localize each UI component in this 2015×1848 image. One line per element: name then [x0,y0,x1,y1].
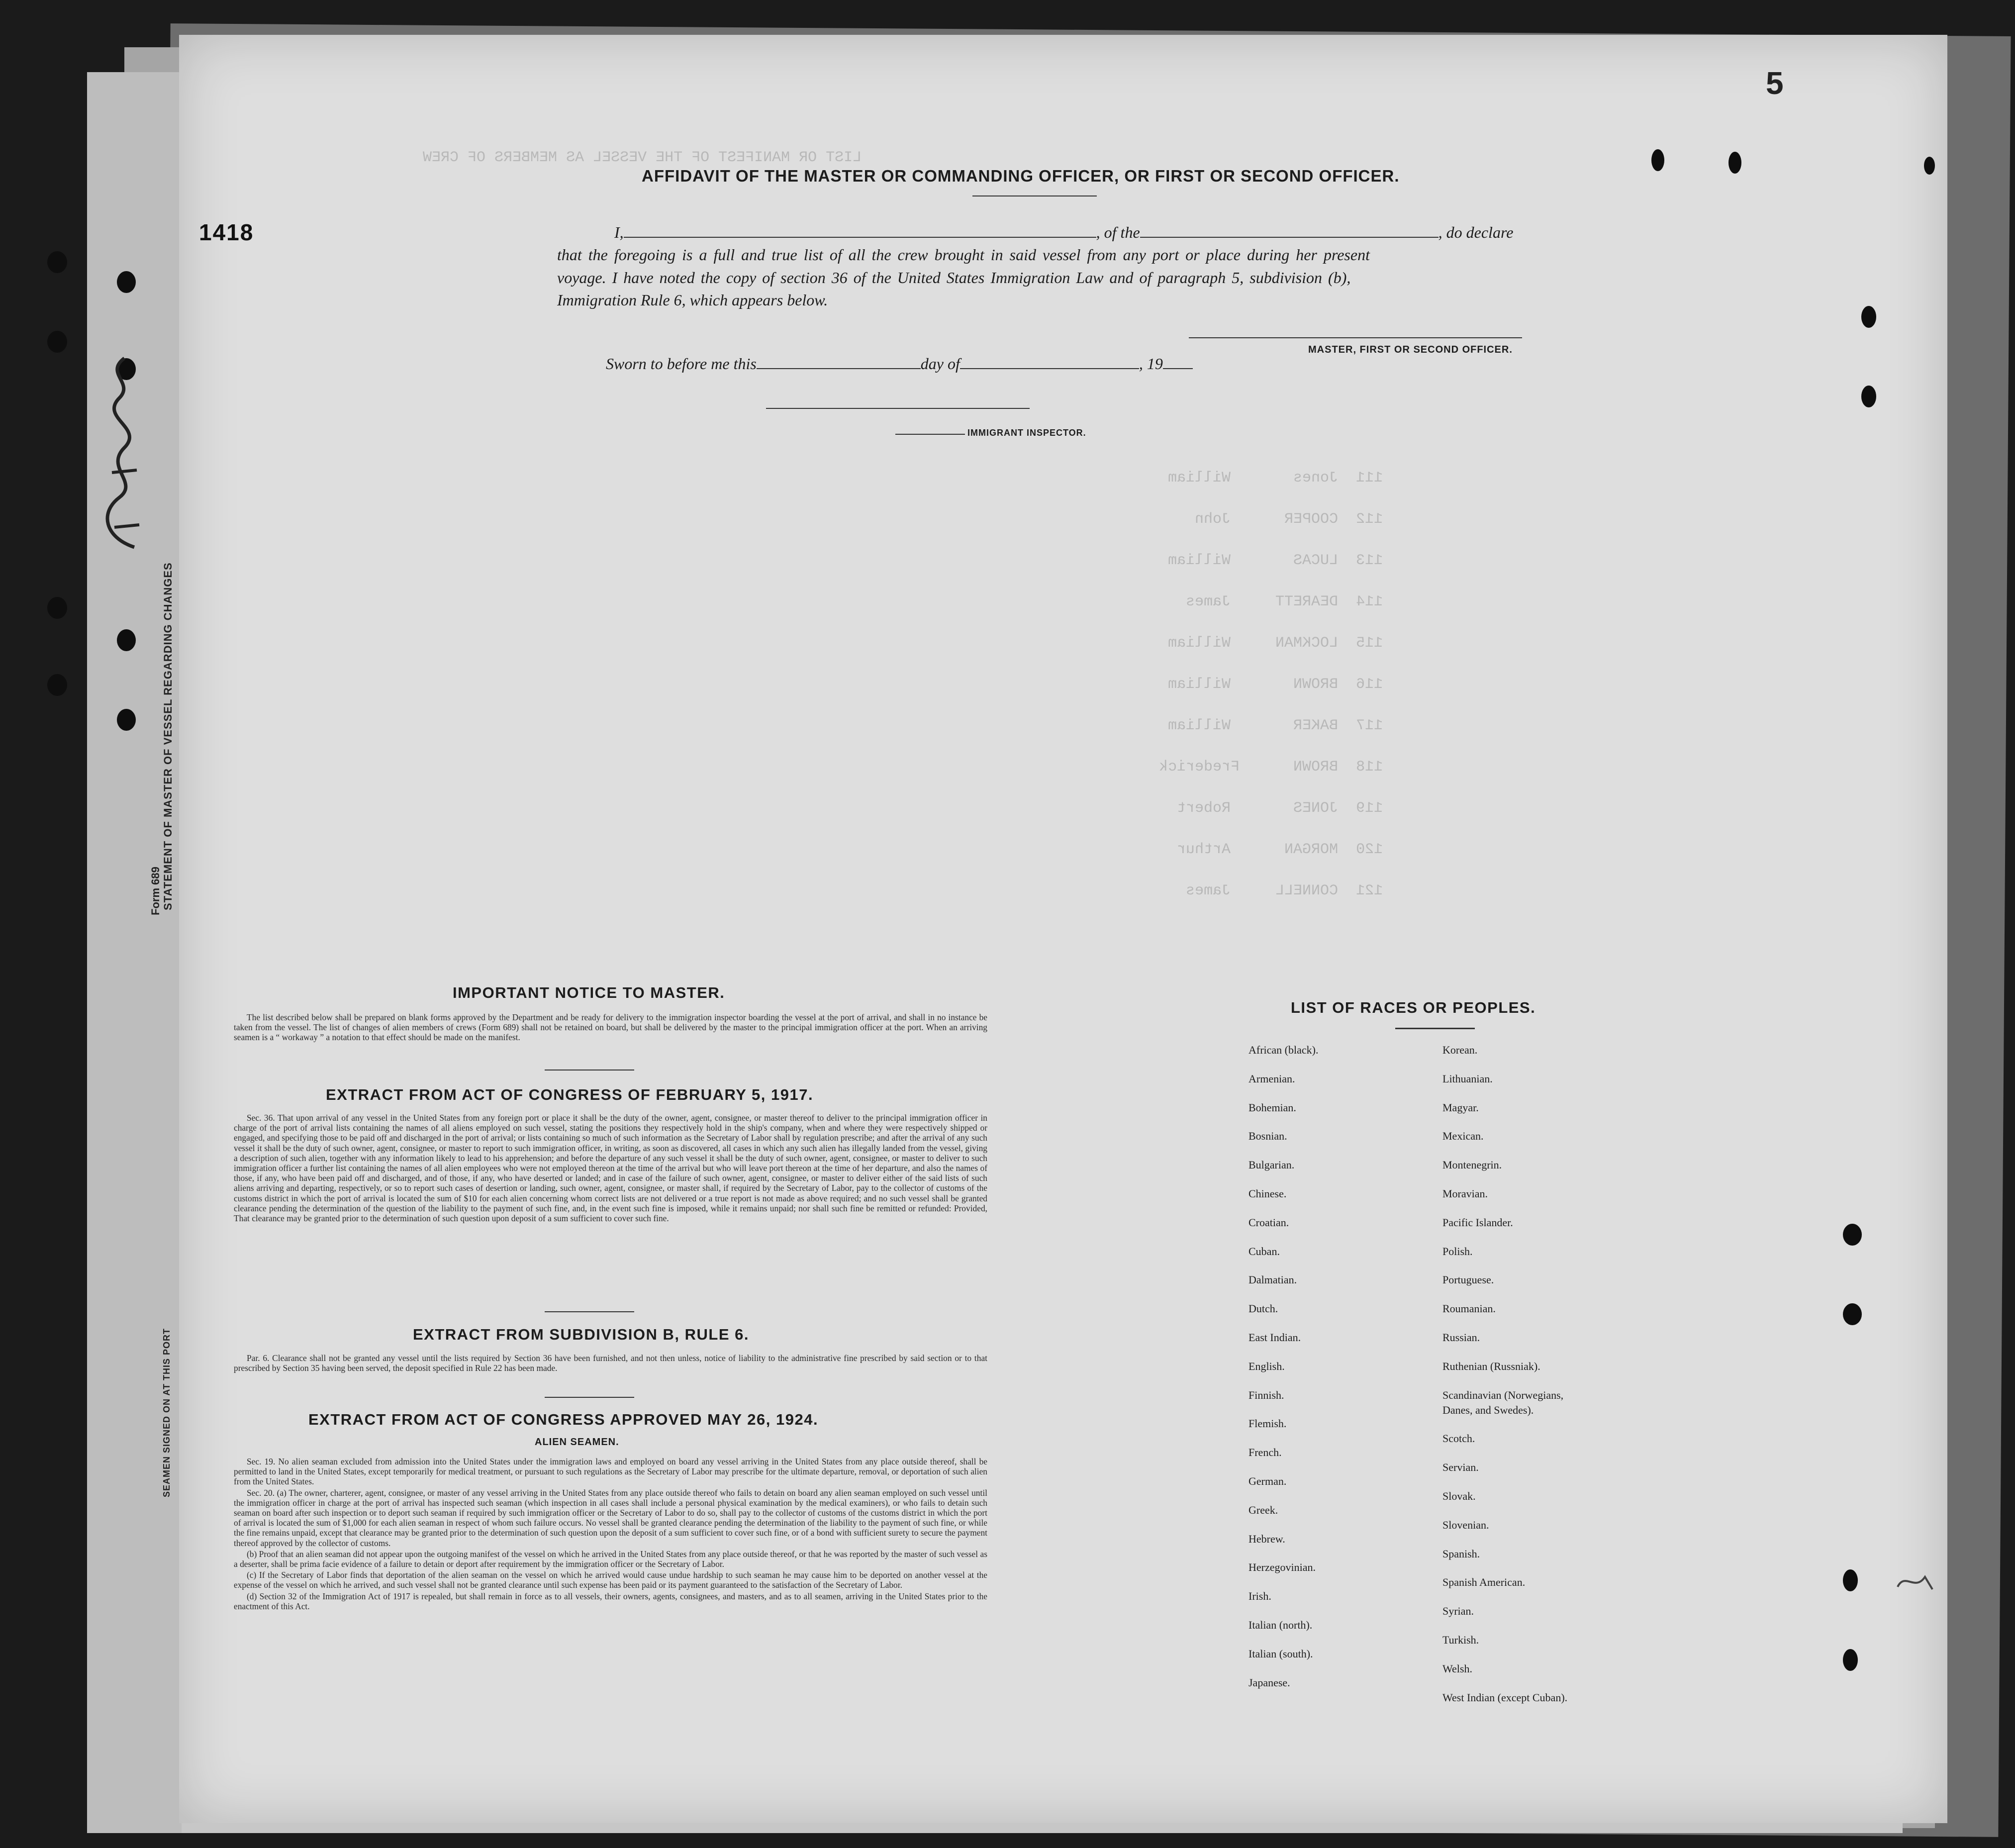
affidavit-of-the: , of the [1096,223,1140,241]
section-rule [545,1397,634,1398]
rule-6-title: EXTRACT FROM SUBDIVISION B, RULE 6. [413,1326,749,1343]
sec-20a-text: Sec. 20. (a) The owner, charterer, agent, consignee, or master of any vessel arriving in the United States from any place outside thereof who fails to detain on board any alien seaman employed on such vessel until the immigration officer in charge at the port of arrival has inspected such seaman (which inspection in all cases shall include a personal physical examination by the medical examiners), or who fails to detain such seaman on board after such inspection or to deport such seaman if required by such immigration officer or the Secretary of Labor to do so, shall pay to the collector of customs of the customs district in which the port of arrival is located the sum of $1,000 for each alien seaman in respect of whom such failure occurs. No vessel shall be granted clearance pending the determination of the liability to the payment of such fine, or while the fine remains unpaid, except that clearance may be granted prior to the determination of such question upon the deposit of a sum sufficient to cover such fine, or of a bond with sufficient surety to secure the payment thereof approved by the collector of customs. [234,1487,987,1548]
punch-hole [1843,1224,1862,1246]
form-number: Form 689 [149,867,162,915]
punch-hole [1843,1649,1858,1671]
race-item: English. [1248,1360,1285,1372]
side-subtitle: SEAMEN SIGNED ON AT THIS PORT [162,1328,172,1497]
month-blank[interactable] [960,354,1139,369]
sec-20d-text: (d) Section 32 of the Immigration Act of 1917 is repealed, but shall remain in force as to all vessels, their owners, agents, consignees, and masters, and as to all seamen, arriving in the United States prior to the enactment of this Act. [234,1591,987,1611]
race-item: Servian. [1442,1461,1479,1474]
races-title-rule [1395,1028,1475,1029]
affidavit-line-1 [614,223,1513,242]
race-item: Slovak. [1442,1490,1476,1502]
punch-hole [1728,152,1741,174]
name-blank[interactable] [624,223,1096,238]
punch-hole [117,709,136,731]
punch-hole [1843,1303,1862,1325]
extract-1924-title: EXTRACT FROM ACT OF CONGRESS APPROVED MAY 26, 1924. [308,1411,819,1428]
stamp-number: 1418 [199,219,254,245]
corner-number: 5 [1766,65,1784,101]
race-item: East Indian. [1248,1331,1301,1344]
race-item: Bosnian. [1248,1130,1287,1143]
day-of-text: day of [920,355,960,373]
extract-1924-paragraphs [234,1457,987,1612]
race-item: Turkish. [1442,1634,1479,1646]
punch-hole [1843,1569,1858,1591]
affidavit-line-3: voyage. I have noted the copy of section 36 of the United States Immigration Law and of paragraph 5, subdivision (b), [557,269,1351,287]
race-item: Roumanian. [1442,1302,1496,1315]
sworn-line [606,354,1193,373]
punch-hole [117,629,136,651]
race-item: Ruthenian (Russniak). [1442,1360,1540,1372]
punch-hole [47,251,67,273]
race-item: Flemish. [1248,1417,1287,1430]
race-item: Russian. [1442,1331,1480,1344]
race-item: Slovenian. [1442,1518,1489,1531]
race-item: Scandinavian (Norwegians, [1442,1388,1564,1401]
year-prefix: , 19 [1139,355,1163,373]
race-item: Spanish American. [1442,1576,1526,1589]
alien-seamen-subtitle: ALIEN SEAMEN. [535,1437,619,1448]
race-item: Hebrew. [1248,1532,1285,1545]
vessel-blank[interactable] [1140,223,1439,238]
race-item: Polish. [1442,1245,1473,1258]
inspector-label: IMMIGRANT INSPECTOR. [967,428,1086,438]
year-blank[interactable] [1163,354,1193,369]
race-item: Armenian. [1248,1072,1295,1085]
races-title: LIST OF RACES OR PEOPLES. [1291,999,1536,1016]
race-item: Montenegrin. [1442,1159,1502,1171]
pencil-mark [1895,1567,1935,1597]
race-item: Spanish. [1442,1547,1480,1560]
rule-6-text: Par. 6. Clearance shall not be granted any vessel until the lists required by Section 36 have been furnished, and not then unless, notice of liability to the administrative fine prescribed by said section or to that prescribed by Section 35 having been served, the deposit specified in Rule 22 has been made. [234,1353,987,1373]
affidavit-i: I, [614,223,624,241]
sec-20c-text: (c) If the Secretary of Labor finds that deportation of the alien seaman on the vessel on which he arrived would cause undue hardship to such seaman he may cause him to be deported on another vessel at the expense of the vessel on which he arrived, and such vessel shall not be granted clearance until such expense has been paid or its payment guaranteed to the satisfaction of the Secretary of Labor. [234,1570,987,1590]
race-item: Dutch. [1248,1302,1278,1315]
race-item: Syrian. [1442,1605,1474,1618]
left-margin-strip [87,72,182,1833]
punch-hole [1861,306,1876,328]
race-item: Japanese. [1248,1676,1290,1689]
race-item: Portuguese. [1442,1273,1494,1286]
race-item: African (black). [1248,1044,1319,1056]
race-item: Lithuanian. [1442,1072,1493,1085]
notice-text: The list described below shall be prepared on blank forms approved by the Department and be ready for delivery to the immigration inspector boarding the vessel at the port of arrival, and shall in no instance be taken from the vessel. The list of changes of alien members of crews (Form 689) shall not be retained on board, but shall be delivered by the master to the principal immigration officer at the port. When an arriving seamen is a “ workaway ” a notation to that effect should be made on the manifest. [234,1012,987,1043]
affidavit-line-4: Immigration Rule 6, which appears below. [557,291,828,309]
race-item: Italian (south). [1248,1647,1313,1660]
race-item: Pacific Islander. [1442,1216,1513,1229]
race-item: Dalmatian. [1248,1273,1297,1286]
day-blank[interactable] [757,354,921,369]
inspector-signature-line[interactable] [766,408,1030,409]
race-item: German. [1248,1475,1287,1487]
race-item: Korean. [1442,1044,1478,1056]
officer-signature-line[interactable] [1189,337,1522,338]
affidavit-declare: , do declare [1438,223,1514,241]
punch-hole [47,597,67,619]
race-item: Bohemian. [1248,1101,1296,1114]
inspector-short-rule [895,434,965,435]
punch-hole [1651,149,1664,171]
affidavit-line-2: that the foregoing is a full and true list of all the crew brought in said vessel from any port or place during her present [557,246,1370,264]
extract-1917-title: EXTRACT FROM ACT OF CONGRESS OF FEBRUARY 5, 1917. [326,1086,814,1103]
bleed-through-header: LIST OR MANIFEST OF THE VESSEL AS MEMBERS OF CREW [423,149,862,166]
extract-1917-paragraph [234,1113,987,1224]
race-item: Moravian. [1442,1187,1488,1200]
race-item: Chinese. [1248,1187,1287,1200]
punch-hole [1924,157,1935,175]
officer-label: MASTER, FIRST OR SECOND OFFICER. [1308,344,1513,355]
punch-hole [117,271,136,293]
race-item: Cuban. [1248,1245,1280,1258]
notice-title: IMPORTANT NOTICE TO MASTER. [453,984,725,1001]
race-item: Scotch. [1442,1432,1475,1445]
handwritten-margin-note [85,348,154,557]
race-item: Finnish. [1248,1388,1284,1401]
race-item: French. [1248,1446,1282,1459]
race-item: Italian (north). [1248,1619,1313,1631]
race-item: Greek. [1248,1503,1278,1516]
race-item: West Indian (except Cuban). [1442,1691,1568,1704]
race-item: Danes, and Swedes). [1442,1403,1534,1416]
rule-6-paragraph [234,1353,987,1374]
race-item: Herzegovinian. [1248,1561,1316,1574]
race-item: Croatian. [1248,1216,1289,1229]
race-item: Irish. [1248,1590,1271,1603]
race-item: Magyar. [1442,1101,1479,1114]
side-title: STATEMENT OF MASTER OF VESSEL REGARDING CHANGES [162,562,174,910]
affidavit-title: AFFIDAVIT OF THE MASTER OR COMMANDING OFFICER, OR FIRST OR SECOND OFFICER. [642,167,1400,185]
section-rule [545,1311,634,1312]
extract-1917-text: Sec. 36. That upon arrival of any vessel in the United States from any foreign port or place it shall be the duty of the owner, agent, consignee, or master thereof to deliver to the principal immigration officer in charge of the port of arrival lists containing the names of all aliens employed on such vessel, stating the positions they respectively hold in the ship's company, when and where they were respectively shipped or engaged, and specifying those to be paid off and discharged in the port of arrival; or lists containing so much of such information as the Secretary of Labor shall by regulation prescribe; and after the arrival of any such vessel it shall be the duty of such owner, agent, consignee, or master to report to such immigration officer, in writing, as soon as discovered, all cases in which any such alien has illegally landed from the vessel, giving a description of such alien, together with any information likely to lead to his apprehension; and before the departure of any such vessel it shall be the duty of such owner, agent, consignee, or master to deliver to such immigration officer a further list containing the names of all alien employees who were not employed thereon at the time of the arrival but who will leave port thereon at the time of her departure, and also the names of those, if any, who have been paid off and discharged, and of those, if any, who have deserted or landed; and in case of the failure of such owner, agent, consignee, or master to deliver either of the said lists of such aliens arriving and departing, respectively, or so to report such cases of desertion or landing, such owner, agent, consignee, or master shall, if required by the Secretary of Labor, pay to the collector of customs of the customs district in which the port of arrival is located the sum of $10 for each alien concerning whom correct lists are not delivered or a true report is not made as above required; and no such vessel shall be granted clearance pending the determination of the question of the liability to the payment of such fine, and, in the event such fine is imposed, while it remains unpaid; nor shall such fine be remitted or refunded: Provided, That clearance may be granted prior to the determination of such question upon deposit of a sum sufficient to cover such fine. [234,1113,987,1224]
race-item: Bulgarian. [1248,1159,1295,1171]
title-rule [972,195,1097,196]
punch-hole [47,331,67,353]
sworn-text: Sworn to before me this [606,355,757,373]
punch-hole [1861,386,1876,407]
race-item: Mexican. [1442,1130,1484,1143]
sec-20b-text: (b) Proof that an alien seaman did not appear upon the outgoing manifest of the vessel on which he arrived in the United States from any place outside thereof, or that he was reported by the master of such vessel as a deserter, shall be prima facie evidence of a failure to detain or deport after requirement by the immigration officer or the Secretary of Labor. [234,1549,987,1569]
sec-19-text: Sec. 19. No alien seaman excluded from admission into the United States under the immigration laws and employed on board any vessel arriving in the United States from any place outside thereof, shall be permitted to land in the United States, except temporarily for medical treatment, or pursuant to such regulations as the Secretary of Labor may prescribe for the ultimate departure, removal, or deportation of such alien from the United States. [234,1457,987,1487]
punch-hole [47,674,67,696]
race-item: Welsh. [1442,1662,1472,1675]
notice-paragraph [234,1012,987,1044]
bleed-through-rows: 111 Jones William 112 COOPER John 113 LUCAS William 114 DEARETT James 115 LOCKMAN William 116 BROWN William 117 BAKER William 118 BROWN Frederick 119 JONES Robert 120 MORGAN Arthur 121 CONNELL James [1159,470,1383,899]
